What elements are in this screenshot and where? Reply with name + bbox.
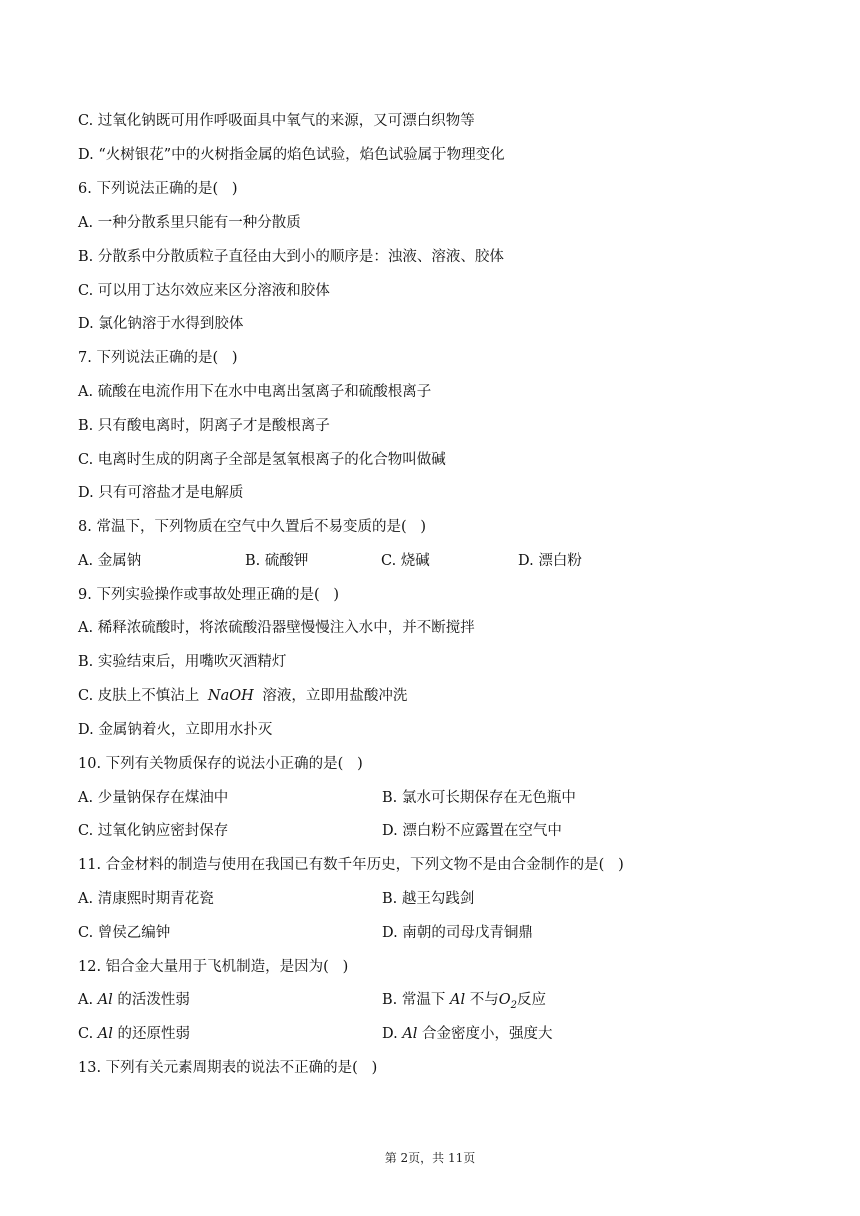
question-8: 8. 常温下，下列物质在空气中久置后不易变质的是( ): [78, 519, 427, 535]
q8-option-a: A. 金属钠: [78, 553, 142, 569]
question-10: 10. 下列有关物质保存的说法小正确的是( ): [78, 756, 363, 772]
q12-option-c: [78, 1025, 190, 1043]
q12-option-d: [382, 1025, 553, 1043]
q9-option-a: A. 稀释浓硫酸时，将浓硫酸沿器壁慢慢注入水中，并不断搅拌: [78, 620, 475, 636]
q7-option-c: C. 电离时生成的阴离子全部是氢氧根离子的化合物叫做碱: [78, 452, 446, 468]
q7-option-b: B. 只有酸电离时，阴离子才是酸根离子: [78, 418, 330, 434]
q8-option-c: C. 烧碱: [381, 553, 430, 569]
q11-option-a: A. 清康熙时期青花瓷: [78, 891, 214, 907]
q10-option-d: D. 漂白粉不应露置在空气中: [382, 823, 562, 839]
option-c-q5: C. 过氧化钠既可用作呼吸面具中氧气的来源，又可漂白织物等: [78, 113, 475, 129]
q8-option-b: B. 硫酸钾: [245, 553, 309, 569]
q6-option-b: B. 分散系中分散质粒子直径由大到小的顺序是：浊液、溶液、胶体: [78, 249, 504, 265]
question-9: 9. 下列实验操作或事故处理正确的是( ): [78, 587, 340, 603]
q9c-text-post: 溶液，立即用盐酸冲洗: [262, 688, 408, 704]
question-12: 12. 铝合金大量用于飞机制造，是因为( ): [78, 959, 349, 975]
q12a-label: A.: [78, 992, 94, 1008]
q9c-text-pre: C. 皮肤上不慎沾上: [78, 688, 200, 704]
q11-option-d: D. 南朝的司母戊青铜鼎: [382, 925, 533, 941]
q12-option-a: [78, 991, 190, 1009]
q7-option-a: A. 硫酸在电流作用下在水中电离出氢离子和硫酸根离子: [78, 384, 432, 400]
question-6: 6. 下列说法正确的是( ): [78, 181, 238, 197]
q6-option-d: D. 氯化钠溶于水得到胶体: [78, 316, 244, 332]
q12c-text: 的还原性弱: [117, 1026, 191, 1042]
q12b-formula: Al: [449, 992, 466, 1008]
q10-option-a: A. 少量钠保存在煤油中: [78, 790, 229, 806]
q9-option-b: B. 实验结束后，用嘴吹灭酒精灯: [78, 654, 287, 670]
q12d-label: D.: [382, 1026, 398, 1042]
question-11: 11. 合金材料的制造与使用在我国已有数千年历史，下列文物不是由合金制作的是( ): [78, 857, 624, 873]
q12c-label: C.: [78, 1026, 94, 1042]
q12-option-b: [382, 991, 546, 1015]
q9c-formula: NaOH: [207, 688, 254, 704]
q12b-mid: 不与: [469, 992, 499, 1008]
q12a-text: 的活泼性弱: [117, 992, 190, 1008]
q12c-formula: Al: [97, 1026, 113, 1042]
q12d-formula: Al: [402, 1026, 418, 1042]
q10-option-c: C. 过氧化钠应密封保存: [78, 823, 229, 839]
option-d-q5: D. “火树银花”中的火树指金属的焰色试验，焰色试验属于物理变化: [78, 147, 505, 163]
q9-option-c: [78, 687, 407, 705]
q12b-oxygen: O: [498, 992, 511, 1008]
q8-option-d: D. 漂白粉: [518, 553, 582, 569]
q11-option-c: C. 曾侯乙编钟: [78, 925, 171, 941]
question-13: 13. 下列有关元素周期表的说法不正确的是( ): [78, 1060, 378, 1076]
q12b-text: 反应: [516, 992, 546, 1008]
q6-option-a: A. 一种分散系里只能有一种分散质: [78, 215, 301, 231]
q12b-label: B. 常温下: [382, 992, 446, 1008]
q10-option-b: B. 氯水可长期保存在无色瓶中: [382, 790, 576, 806]
q6-option-c: C. 可以用丁达尔效应来区分溶液和胶体: [78, 283, 330, 299]
q12a-formula: Al: [97, 992, 113, 1008]
q9-option-d: D. 金属钠着火，立即用水扑灭: [78, 722, 273, 738]
q12b-subscript: 2: [510, 999, 517, 1011]
q11-option-b: B. 越王勾践剑: [382, 891, 475, 907]
question-7: 7. 下列说法正确的是( ): [78, 350, 238, 366]
page-footer: 第 2页，共 11页: [384, 1151, 476, 1165]
q7-option-d: D. 只有可溶盐才是电解质: [78, 485, 244, 501]
q12d-text: 合金密度小，强度大: [422, 1026, 553, 1042]
